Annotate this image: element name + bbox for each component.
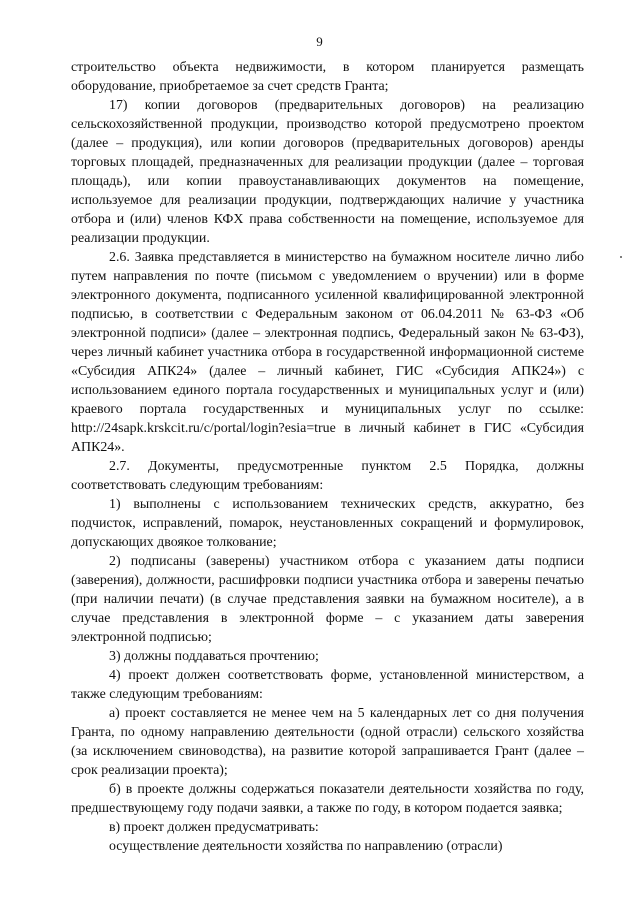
paragraph-requirement-4: 4) проект должен соответствовать форме, установленной министерством, а также следующим требованиям: <box>71 668 584 702</box>
paragraph-item-17: 17) копии договоров (предварительных договоров) на реализацию сельскохозяйственной продукции, производство которой предусмотрено проектом (далее – продукция), или копии договоров (предварительных договоров) аренды торговых площадей, предназначенных для реализации продукции (далее – торговая площадь), или копии правоустанавливающих документов на помещение, используемое для реализации продукции, подтверждающих наличие у участника отбора и (или) членов КФХ права собственности на помещение, используемое для реализации продукции. <box>71 98 584 246</box>
document-body <box>71 58 584 856</box>
paragraph-continuation: строительство объекта недвижимости, в котором планируется размещать оборудование, приобретаемое за счет средств Гранта; <box>71 60 584 94</box>
paragraph-requirement-1: 1) выполнены с использованием технических средств, аккуратно, без подчисток, исправлений, помарок, неустановленных сокращений и формулировок, допускающих двоякое толкование; <box>71 497 584 550</box>
page-number: 9 <box>316 34 323 49</box>
paragraph-last-line: осуществление деятельности хозяйства по направлению (отрасли) <box>109 839 503 854</box>
paragraph-section-2-7: 2.7. Документы, предусмотренные пунктом 2.5 Порядка, должны соответствовать следующим требованиям: <box>71 459 584 493</box>
paragraph-subitem-v: в) проект должен предусматривать: <box>109 820 319 835</box>
paragraph-subitem-a: а) проект составляется не менее чем на 5 календарных лет со дня получения Гранта, по одному направлению деятельности (одной отрасли) сельского хозяйства (за исключением свиноводства), на развитие которой запрашивается Грант (далее – срок реализации проекта); <box>71 706 584 778</box>
paragraph-section-2-6: 2.6. Заявка представляется в министерство на бумажном носителе лично либо путем направления по почте (письмом с уведомлением о вручении) или в форме электронного документа, подписанного усиленной квалифицированной электронной подписью, в соответствии с Федеральным законом от 06.04.2011 № 63-ФЗ «Об электронной подписи» (далее – электронная подпись, Федеральный закон № 63-ФЗ), через личный кабинет участника отбора в государственной информационной системе «Субсидия АПК24» (далее – личный кабинет, ГИС «Субсидия АПК24») с использованием единого портала государственных и муниципальных услуг и (или) краевого портала государственных и муниципальных услуг по ссылке: http://24sapk.krskcit.ru/c/portal/login?esia=true в личный кабинет в ГИС «Субсидия АПК24». <box>71 250 584 455</box>
scan-artifact-dot <box>620 256 622 258</box>
paragraph-requirement-2: 2) подписаны (заверены) участником отбора с указанием даты подписи (заверения), должности, расшифровки подписи участника отбора и заверены печатью (при наличии печати) (в случае представления заявки на бумажном носителе), а в случае представления в электронной форме – с указанием даты заверения электронной подписью; <box>71 554 584 645</box>
paragraph-requirement-3: 3) должны поддаваться прочтению; <box>109 649 319 664</box>
paragraph-subitem-b: б) в проекте должны содержаться показатели деятельности хозяйства по году, предшествующему году подачи заявки, а также по году, в котором подается заявка; <box>71 782 584 816</box>
